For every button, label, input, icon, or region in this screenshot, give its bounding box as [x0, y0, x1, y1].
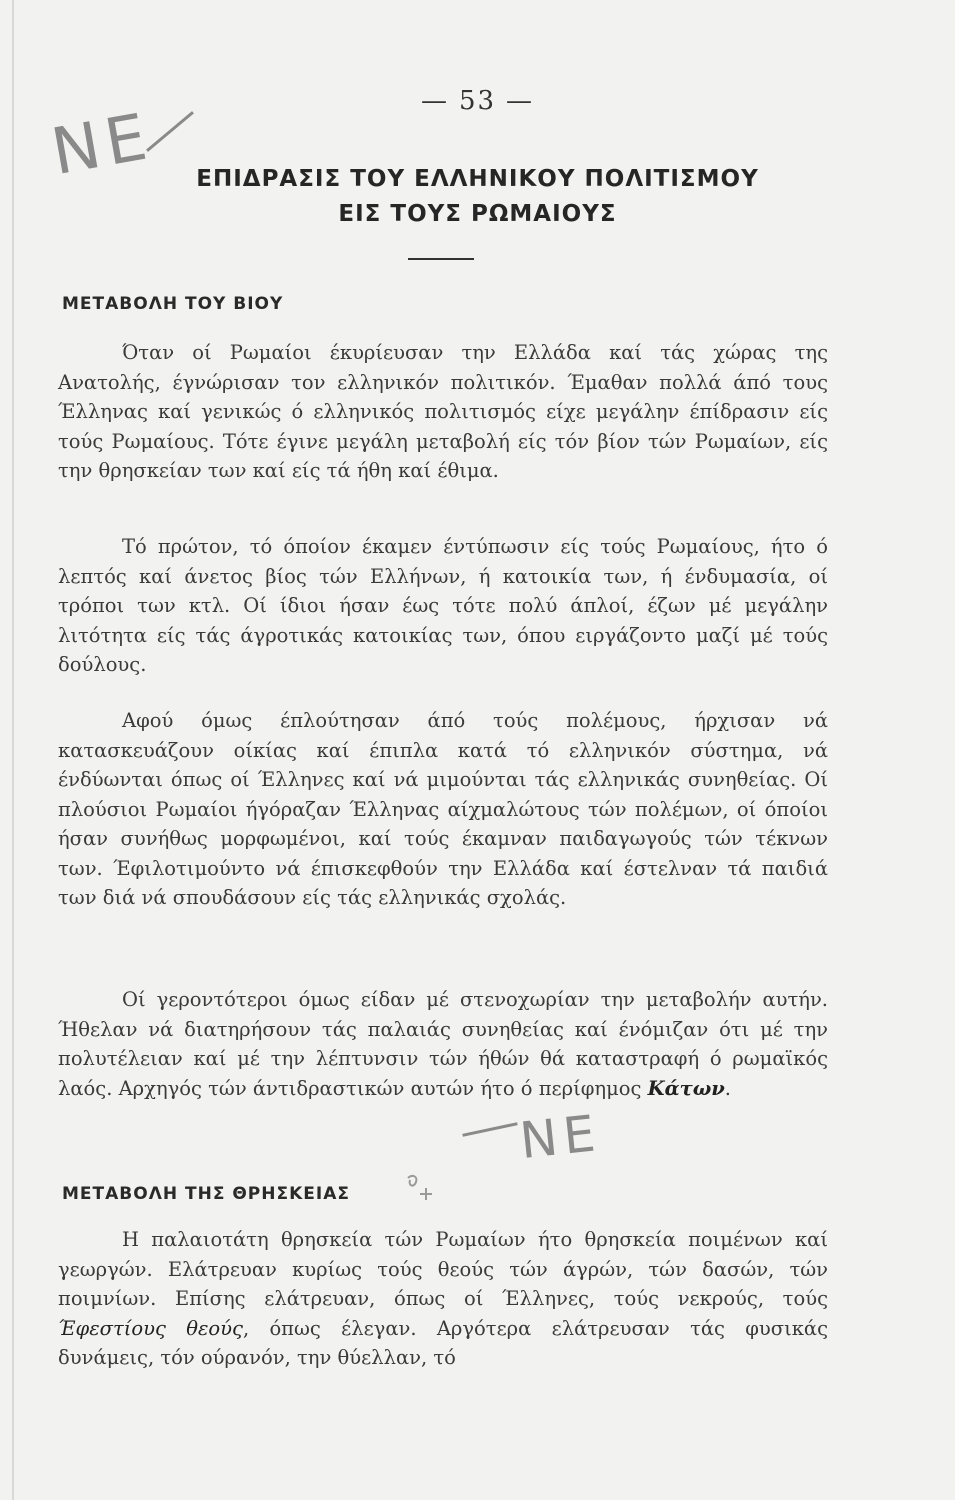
paragraph-5-text: Η παλαιοτάτη θρησκεία τών Ρωμαίων ήτο θρησκεία ποιμένων καί γεωργών. Ελάτρευαν κυρίως τούς θεούς τών άγρών, τών δασών, τών ποιμνίων. Επίσης ελάτρευαν, όπως οί Έλληνες, τούς νεκρούς, τούς — [58, 1228, 828, 1310]
handwritten-annotation-top: ΝΕ — [46, 99, 158, 191]
title-divider — [408, 258, 474, 260]
page-title-line2: ΕΙΣ ΤΟΥΣ ΡΩΜΑΙΟΥΣ — [338, 201, 617, 227]
emphasis-hearth-gods: Έφεστίους θεούς — [58, 1316, 243, 1340]
handwritten-strike-mid — [462, 1122, 517, 1137]
handwritten-mark-icon — [404, 1172, 434, 1202]
paragraph-2: Τό πρώτον, τό όποίον έκαμεν έντύπωσιν είς τούς Ρωμαίους, ήτο ό λεπτός καί άνετος βίος τών Ελλήνων, ή κατοικία των, ή ένδυμασία, οί τρόποι των κτλ. Οί ίδιοι ήσαν έως τότε πολύ άπλοί, έζων μέ μεγάλην λιτότητα είς τάς άγροτικάς κατοικίας των, όπου ειργάζοντο μαζί μέ τούς δούλους. — [58, 535, 828, 676]
emphasis-kato: Κάτων — [647, 1076, 725, 1100]
handwritten-annotation-mid: ΝΕ — [517, 1103, 604, 1171]
handwritten-strike-top — [146, 111, 194, 152]
section-heading-life: ΜΕΤΑΒΟΛΗ ΤΟΥ ΒΙΟΥ — [62, 294, 284, 314]
page-number: — 53 — — [420, 86, 535, 116]
paragraph-5 — [58, 1225, 828, 1373]
paragraph-1: Όταν οί Ρωμαίοι έκυρίευσαν την Ελλάδα καί τάς χώρας της Ανατολής, έγνώρισαν τον ελληνικόν πολιτικόν. Έμαθαν πολλά άπό τους Έλληνας καί γενικώς ό ελληνικός πολιτισμός είχε μεγάλην έπίδρασιν είς τούς Ρωμαίους. Τότε έγινε μεγάλη μεταβολή είς τόν βίον τών Ρωμαίων, είς την θρησκείαν των καί είς τά ήθη καί έθιμα. — [58, 341, 828, 482]
paragraph-4 — [58, 985, 828, 1103]
paragraph-3: Αφού όμως έπλούτησαν άπό τούς πολέμους, ήρχισαν νά κατασκευάζουν οίκίας καί έπιπλα κατά τό ελληνικόν σύστημα, νά ένδύωνται όπως οί Έλληνες καί νά μιμούνται τάς ελληνικάς συνηθείας. Οί πλούσιοι Ρωμαίοι ήγόραζαν Έλληνας αίχμαλώτους τών πολέμων, οί όποίοι ήσαν συνήθως μορφωμένοι, καί τούς έκαμναν παιδαγωγούς τών τέκνων των. Έφιλοτιμούντο νά έπισκεφθούν την Ελλάδα καί έστελναν τά παιδιά των διά νά σπουδάσουν είς τάς ελληνικάς σχολάς. — [58, 709, 828, 909]
paragraph-4-text: Οί γεροντότεροι όμως είδαν μέ στενοχωρίαν την μεταβολήν αυτήν. Ήθελαν νά διατηρήσουν τάς παλαιάς συνηθείας καί ένόμιζαν ότι μέ την πολυτέλειαν καί μέ την λέπτυνσιν τών ήθών θά καταστραφή ό ρωμαϊκός λαός. Αρχηγός τών άντιδραστικών αυτών ήτο ό περίφημος — [58, 988, 828, 1100]
paragraph-5-end: , όπως έλεγαν. Αργότερα ελάτρευσαν τάς φυσικάς δυνάμεις, τόν ούρανόν, την θύελλαν, τό — [58, 1316, 828, 1369]
section-heading-religion: ΜΕΤΑΒΟΛΗ ΤΗΣ ΘΡΗΣΚΕΙΑΣ — [62, 1184, 350, 1204]
page-title-line1: ΕΠΙΔΡΑΣΙΣ ΤΟΥ ΕΛΛΗΝΙΚΟΥ ΠΟΛΙΤΙΣΜΟΥ — [196, 166, 759, 192]
paragraph-4-end: . — [724, 1076, 731, 1100]
